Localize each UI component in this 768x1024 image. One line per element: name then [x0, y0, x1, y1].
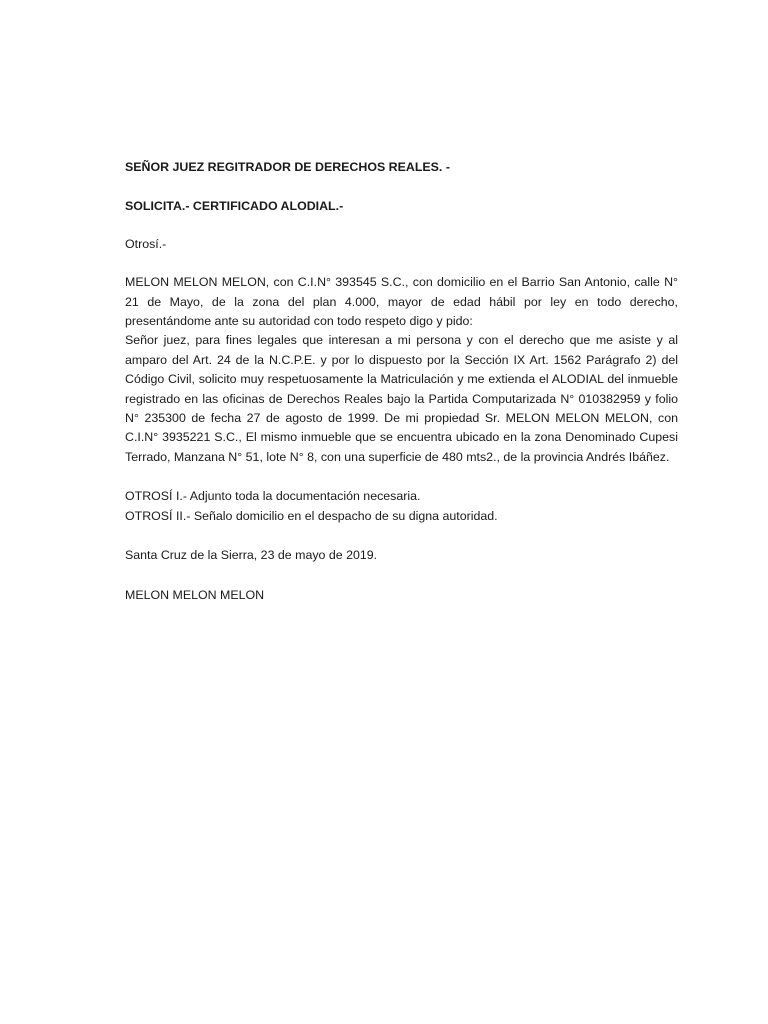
- otrosi-label: Otrosí.-: [125, 236, 167, 251]
- document-page: [125, 158, 678, 605]
- otrosi-1: OTROSÍ I.- Adjunto toda la documentación necesaria.: [125, 489, 421, 504]
- otrosi-2: OTROSÍ II.- Señalo domicilio en el despacho de su digna autoridad.: [125, 508, 498, 523]
- paragraph-request: Señor juez, para fines legales que interesan a mi persona y con el derecho que me asiste y al amparo del Art. 24 de la N.C.P.E. y por lo dispuesto por la Sección IX Art. 1562 Parágrafo 2) del Código Civil, solicito muy respetuosamente la Matriculación y me extienda el ALODIAL del inmueble registrado en las oficinas de Derechos Reales bajo la Partida Computarizada N° 010382959 y folio N° 235300 de fecha 27 de agosto de 1999. De mi propiedad Sr. MELON MELON MELON, con C.I.N° 3935221 S.C., El mismo inmueble que se encuentra ubicado en la zona Denominado Cupesi Terrado, Manzana N° 51, lote N° 8, con una superficie de 480 mts2., de la provincia Andrés Ibáñez.: [125, 333, 678, 464]
- signature-name: MELON MELON MELON: [125, 587, 265, 602]
- place-date: Santa Cruz de la Sierra, 23 de mayo de 2019.: [125, 548, 378, 563]
- heading-judge: SEÑOR JUEZ REGITRADOR DE DERECHOS REALES. -: [125, 160, 450, 174]
- paragraph-identity: MELON MELON MELON, con C.I.N° 393545 S.C., con domicilio en el Barrio San Antonio, calle N° 21 de Mayo, de la zona del plan 4.000, mayor de edad hábil por ley en todo derecho, presentándome ante su autoridad con todo respeto digo y pido:: [125, 275, 678, 329]
- heading-request: SOLICITA.- CERTIFICADO ALODIAL.-: [125, 199, 344, 214]
